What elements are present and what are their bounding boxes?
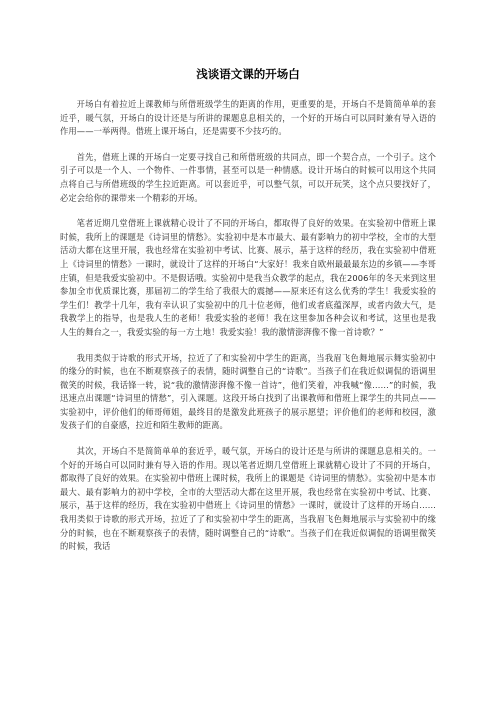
document-title: 浅谈语文课的开场白 — [196, 67, 300, 81]
paragraph: 笔者近期几堂借班上课就精心设计了不同的开场白，都取得了良好的效果。在实验初中借班上课时候，我所上的课题是《诗词里的情愁》。实验初中是本市最大、最有影响力的初中学校，全市的大型活动大都在这里开展，我也经常在实验初中考试、比赛、展示，基于这样的经历，我在实验初中借班上《诗词里的情愁》一课时，就设计了这样的开场白“大家好！我来自欧州最最最东边的乡镇——李哥庄镇，但是我爱实验初中。不是假话哦。实验初中是我当众教学的起点，我在2006年的冬天来到这里参加全市优质课比赛，那届初二的学生给了我很大的震撼——原来还有这么优秀的学生！我爱实验的学生们！教学十几年，我有幸认识了实验初中的几十位老师，他们或者底蕴深厚，或者内敛大气，是我教学上的指导，也是我人生的老师！我爱实验的老师！我在这里参加各种会议和考试，这里也是我人生的舞台之一，我爱实验的每一方土地！我爱实验！我的激情澎湃像不像一首诗歌？” — [60, 218, 436, 337]
paragraph: 开场白有着拉近上课教师与所借班级学生的距离的作用，更重要的是，开场白不是简简单单的套近乎，暖气氛，开场白的设计还是与所讲的课题息息相关的，一个好的开场白可以同时兼有导入语的作用——一举两得。借班上课开场白，还是需要不少技巧的。 — [60, 99, 436, 137]
paragraph: 首先，借班上课的开场白一定要寻找自己和所借班级的共同点，即一个契合点，一个引子。这个引子可以是一个人、一个物件、一件事情，甚至可以是一种情感。设计开场白的时候可以用这个共同点将自己与所借班级的学生拉近距离。可以套近乎，可以整气氛，可以开玩笑，这个点只要找好了，必定会给你的课带来一个精彩的开场。 — [60, 151, 436, 203]
paragraph: 其次，开场白不是简简单单的套近乎，暖气氛，开场白的设计还是与所讲的课题息息相关的。一个好的开场白可以同时兼有导入语的作用。现以笔者近期几堂借班上课就精心设计了不同的开场白，都取得了良好的效果。在实验初中借班上课时候，我所上的课题是《诗词里的情愁》。实验初中是本市最大、最有影响力的初中学校，全市的大型活动大都在这里开展，我也经常在实验初中考试、比赛、展示，基于这样的经历，我在实验初中借班上《诗词里的情愁》一课时，就设计了这样的开场白……我用类似于诗歌的形式开场，拉近了了和实验初中学生的距离，当我眉飞色舞地展示与实验初中的缘分的时候，也在不断观察孩子的表情，随时调整自己的“诗歌”。当孩子们在我近似调侃的语调里微笑的时候，我话 — [60, 446, 436, 552]
document-body — [60, 98, 436, 566]
paragraph: 我用类似于诗歌的形式开场，拉近了了和实验初中学生的距离，当我眉飞色舞地展示舞实验初中的缘分的时候，也在不断观察孩子的表情，随时调整自己的“诗歌”。当孩子们在我近似调侃的语调里微笑的时候，我话锋一转，说“我的激情澎湃像不像一首诗”，他们笑着，冲我喊“像……”的时候，我迅速点出课题“诗词里的情愁”，引入课题。这段开场白找到了出课教师和借班上课学生的共同点——实验初中，评价他们的师哥师姐，最终目的是激发此班孩子的展示愿望；评价他们的老师和校园，激发孩子们的自豪感，拉近和陌生教师的距离。 — [60, 352, 436, 431]
